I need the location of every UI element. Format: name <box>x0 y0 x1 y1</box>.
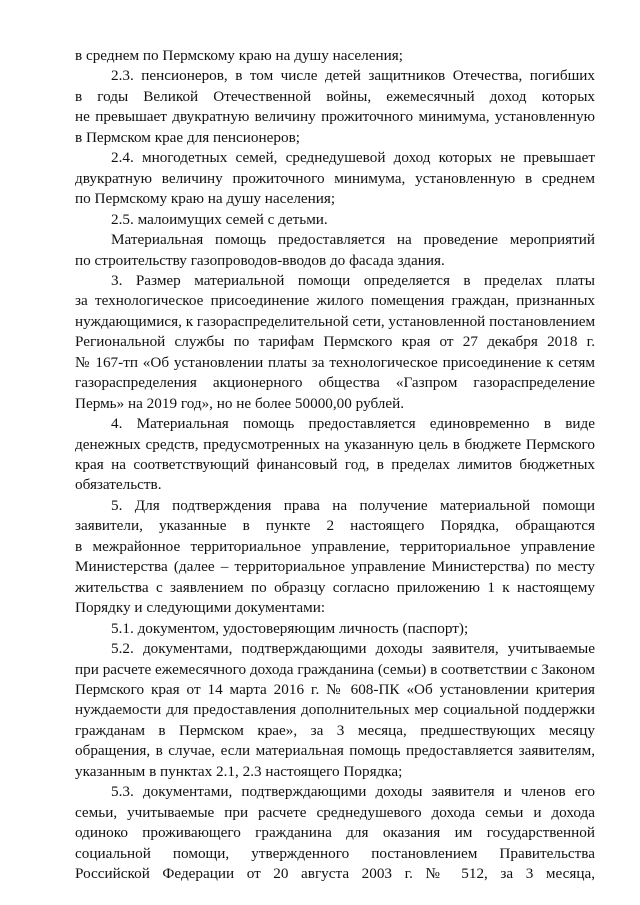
text-line: денежных средств, предусмотренных на указанную цель в бюджете Пермского <box>75 435 595 453</box>
text-line: не превышает двукратную величину прожиточного минимума, установленную <box>75 108 595 126</box>
text-line: двукратную величину прожиточного минимума, установленную в среднем <box>75 169 595 187</box>
text-line: 2.4. многодетных семей, среднедушевой доход которых не превышает <box>111 149 595 167</box>
text-line: 3. Размер материальной помощи определяется в пределах платы <box>111 271 595 289</box>
text-line: Пермь» на 2019 год», но не более 50000,00 рублей. <box>75 394 405 412</box>
text-line: 2.5. малоимущих семей с детьми. <box>111 210 328 228</box>
text-line: в среднем по Пермскому краю на душу населения; <box>75 47 403 64</box>
text-line: заявители, указанные в пункте 2 настоящего Порядка, обращаются <box>75 517 595 535</box>
text-line: обращения, в случае, если материальная помощь предоставляется заявителям, <box>75 742 595 760</box>
text-line: по строительству газопроводов-вводов до фасада здания. <box>75 251 445 269</box>
text-line: гражданам в Пермском крае», за 3 месяца, предшествующих месяцу <box>75 721 595 739</box>
text-line: в Пермском крае для пенсионеров; <box>75 128 300 146</box>
text-line: газораспределения акционерного общества «Газпром газораспределение <box>75 374 595 392</box>
text-line: жительства с заявлением по образцу согласно приложению 1 к настоящему <box>75 578 595 596</box>
text-line: нуждающимися, к газораспределительной сети, установленной постановлением <box>75 312 596 330</box>
text-line: в годы Великой Отечественной войны, ежемесячный доход которых <box>75 87 595 105</box>
text-line: Российской Федерации от 20 августа 2003 г. № 512, за 3 месяца, <box>75 865 595 882</box>
text-line: 2.3. пенсионеров, в том числе детей защитников Отечества, погибших <box>111 67 595 85</box>
text-line: 5.2. документами, подтверждающими доходы заявителя, учитываемые <box>111 640 595 658</box>
text-line: одиноко проживающего гражданина для оказания им государственной <box>75 824 595 842</box>
text-line: при расчете ежемесячного дохода гражданина (семьи) в соответствии с Законом <box>75 660 595 678</box>
text-line: нуждаемости для предоставления дополнительных мер социальной поддержки <box>75 701 595 719</box>
text-line: обязательств. <box>75 476 162 494</box>
text-line: 5.1. документом, удостоверяющим личность (паспорт); <box>111 619 469 637</box>
text-line: Региональной службы по тарифам Пермского края от 27 декабря 2018 г. <box>75 333 595 351</box>
text-line: 5. Для подтверждения права на получение материальной помощи <box>111 496 595 514</box>
text-line: в межрайонное территориальное управление, территориальное управление <box>75 537 595 555</box>
text-line: края на соответствующий финансовый год, в пределах лимитов бюджетных <box>75 456 595 473</box>
text-line: Министерства (далее – территориальное управление Министерства) по месту <box>75 558 595 576</box>
text-line: указанным в пунктах 2.1, 2.3 настоящего Порядка; <box>75 762 403 780</box>
text-line: 5.3. документами, подтверждающими доходы заявителя и членов его <box>111 783 595 801</box>
text-line: социальной помощи, утвержденного постановлением Правительства <box>75 844 595 862</box>
text-line: № 167-тп «Об установлении платы за технологическое присоединение к сетям <box>75 353 595 371</box>
text-line: семьи, учитываемые при расчете среднедушевого дохода семьи и дохода <box>75 803 595 821</box>
text-line: за технологическое присоединение жилого помещения граждан, признанных <box>75 292 595 310</box>
text-line: Пермского края от 14 марта 2016 г. № 608-ПК «Об установлении критерия <box>75 680 595 698</box>
text-line: по Пермскому краю на душу населения; <box>75 190 336 208</box>
text-line: 4. Материальная помощь предоставляется единовременно в виде <box>111 415 595 433</box>
text-line: Порядку и следующими документами: <box>75 599 326 617</box>
text-line: Материальная помощь предоставляется на проведение мероприятий <box>111 231 595 249</box>
